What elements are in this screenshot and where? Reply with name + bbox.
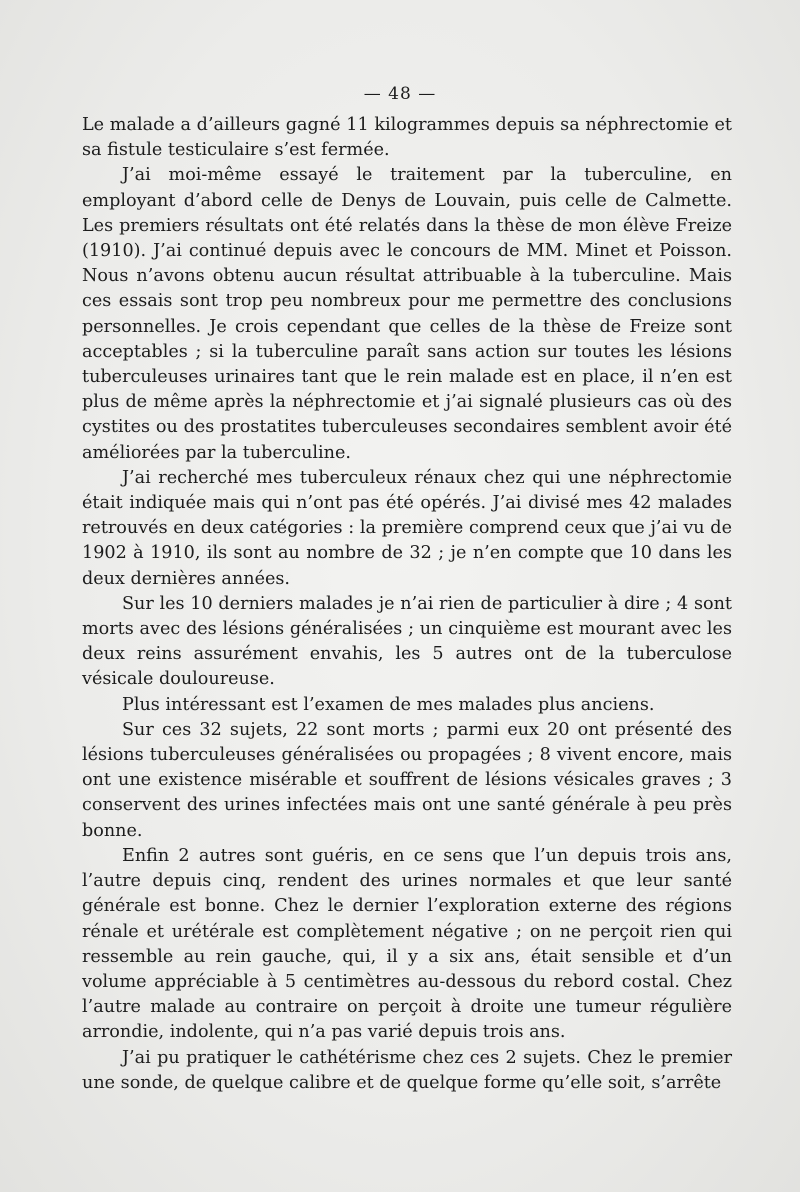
body-text	[82, 113, 732, 1096]
paragraph: Enfin 2 autres sont guéris, en ce sens que l’un depuis trois ans, l’autre depuis cinq, rendent des urines normales et que leur santé générale est bonne. Chez le dernier l’exploration externe des régions rénale et urétérale est complètement négative ; on ne perçoit rien qui ressemble au rein gauche, qui, il y a six ans, était sensible et d’un volume appréciable à 5 centimètres au-dessous du rebord costal. Chez l’autre malade au contraire on perçoit à droite une tumeur régulière arrondie, indolente, qui n’a pas varié depuis trois ans.	[82, 845, 732, 1043]
paragraph: J’ai recherché mes tuberculeux rénaux chez qui une néphrectomie était indiquée mais qui n’ont pas été opérés. J’ai divisé mes 42 malades retrouvés en deux catégories : la première comprend ceux que j’ai vu de 1902 à 1910, ils sont au nombre de 32 ; je n’en compte que 10 dans les deux dernières années.	[82, 467, 732, 589]
paragraph: Sur les 10 derniers malades je n’ai rien de particulier à dire ; 4 sont morts avec des lésions généralisées ; un cinquième est mourant avec les deux reins assurément envahis, les 5 autres ont de la tuberculose vésicale douloureuse.	[82, 593, 732, 690]
paragraph: Sur ces 32 sujets, 22 sont morts ; parmi eux 20 ont présenté des lésions tuberculeuses généralisées ou propagées ; 8 vivent encore, mais ont une existence misérable et souffrent de lésions vésicales graves ; 3 conservent des urines infectées mais ont une santé générale à peu près bonne.	[82, 719, 732, 841]
page-number: — 48 —	[363, 84, 437, 104]
paragraph: Le malade a d’ailleurs gagné 11 kilogrammes depuis sa néphrectomie et sa fistule testiculaire s’est fermée.	[82, 115, 732, 161]
paragraph: J’ai moi-même essayé le traitement par la tuberculine, en employant d’abord celle de Denys de Louvain, puis celle de Calmette. Les premiers résultats ont été relatés dans la thèse de mon élève Freize (1910). J’ai continué depuis avec le concours de MM. Minet et Poisson. Nous n’avons obtenu aucun résultat attribuable à la tuberculine. Mais ces essais sont trop peu nombreux pour me permettre des conclusions personnelles. Je crois cependant que celles de la thèse de Freize sont acceptables ; si la tuberculine paraît sans action sur toutes les lésions tuberculeuses urinaires tant que le rein malade est en place, il n’en est plus de même après la néphrectomie et j’ai signalé plusieurs cas où des cystites ou des prostatites tuberculeuses secondaires semblent avoir été améliorées par la tuberculine.	[82, 165, 732, 463]
paragraph: Plus intéressant est l’examen de mes malades plus anciens.	[122, 694, 655, 715]
paragraph: J’ai pu pratiquer le cathétérisme chez ces 2 sujets. Chez le premier une sonde, de quelque calibre et de quelque forme qu’elle soit, s’arrête	[82, 1047, 732, 1093]
